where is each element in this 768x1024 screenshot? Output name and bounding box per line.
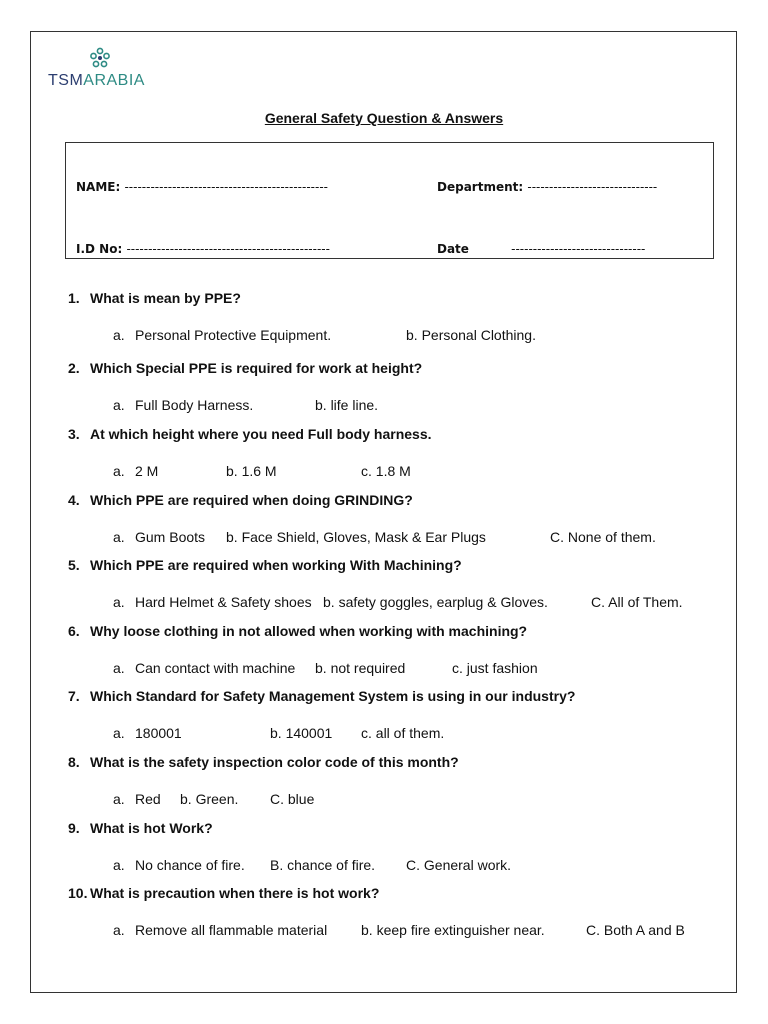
question-number: 8. xyxy=(68,754,80,770)
option-text: b. 1.6 M xyxy=(226,463,277,479)
logo-text-tsm: TSM xyxy=(48,72,84,89)
option-text: Full Body Harness. xyxy=(135,397,254,413)
answer-option[interactable] xyxy=(591,594,683,610)
id-label: I.D No: xyxy=(76,242,123,256)
option-text: b. keep fire extinguisher near. xyxy=(361,922,545,938)
answer-option[interactable] xyxy=(180,791,238,807)
question-number: 9. xyxy=(68,820,80,836)
question-number: 4. xyxy=(68,492,80,508)
option-text: C. blue xyxy=(270,791,315,807)
answer-option[interactable] xyxy=(113,529,205,545)
date-label: Date xyxy=(437,242,469,256)
answer-option[interactable] xyxy=(406,857,511,873)
question-1 xyxy=(68,290,241,306)
option-text: b. safety goggles, earplug & Gloves. xyxy=(323,594,548,610)
department-line: ------------------------------ xyxy=(527,180,658,194)
answer-option[interactable] xyxy=(323,594,548,610)
gear-cluster-icon xyxy=(88,46,112,70)
answer-option[interactable] xyxy=(270,725,332,741)
answer-option[interactable] xyxy=(113,660,295,676)
option-text: b. 140001 xyxy=(270,725,333,741)
question-text: Which PPE are required when working With Machining? xyxy=(90,557,462,573)
option-label: a. xyxy=(113,660,125,676)
question-7 xyxy=(68,688,575,704)
option-label: a. xyxy=(113,594,125,610)
answer-option[interactable] xyxy=(113,857,245,873)
option-text: C. Both A and B xyxy=(586,922,685,938)
option-text: c. 1.8 M xyxy=(361,463,411,479)
answer-option[interactable] xyxy=(361,725,444,741)
answer-option[interactable] xyxy=(113,791,161,807)
option-text: Can contact with machine xyxy=(135,660,296,676)
department-field[interactable] xyxy=(437,180,657,194)
question-6 xyxy=(68,623,527,639)
option-text: C. None of them. xyxy=(550,529,656,545)
option-label: a. xyxy=(113,529,125,545)
document-title: General Safety Question & Answers xyxy=(264,110,504,126)
question-text: What is the safety inspection color code of this month? xyxy=(90,754,459,770)
option-label: a. xyxy=(113,922,125,938)
answer-option[interactable] xyxy=(406,327,536,343)
answer-option[interactable] xyxy=(226,463,277,479)
logo-text-arabia: ARABIA xyxy=(83,72,145,89)
department-label: Department: xyxy=(437,180,524,194)
option-text: b. Personal Clothing. xyxy=(406,327,536,343)
option-text: Hard Helmet & Safety shoes xyxy=(135,594,312,610)
question-number: 1. xyxy=(68,290,80,306)
info-box xyxy=(65,142,714,259)
question-text: At which height where you need Full body harness. xyxy=(90,426,432,442)
option-label: a. xyxy=(113,327,125,343)
question-number: 7. xyxy=(68,688,80,704)
option-label: a. xyxy=(113,397,125,413)
answer-option[interactable] xyxy=(361,463,411,479)
name-field[interactable] xyxy=(76,180,328,194)
answer-option[interactable] xyxy=(113,327,331,343)
question-text: What is hot Work? xyxy=(90,820,213,836)
answer-option[interactable] xyxy=(315,660,405,676)
option-label: a. xyxy=(113,725,125,741)
option-text: B. chance of fire. xyxy=(270,857,376,873)
option-text: Red xyxy=(135,791,161,807)
date-field[interactable] xyxy=(437,242,645,256)
option-text: b. not required xyxy=(315,660,406,676)
answer-option[interactable] xyxy=(270,791,314,807)
answer-option[interactable] xyxy=(586,922,685,938)
option-text: b. Face Shield, Gloves, Mask & Ear Plugs xyxy=(226,529,486,545)
question-10 xyxy=(68,885,379,901)
name-label: NAME: xyxy=(76,180,121,194)
question-5 xyxy=(68,557,462,573)
answer-option[interactable] xyxy=(113,463,158,479)
question-number: 2. xyxy=(68,360,80,376)
question-8 xyxy=(68,754,459,770)
answer-option[interactable] xyxy=(315,397,378,413)
option-text: b. life line. xyxy=(315,397,379,413)
question-number: 10. xyxy=(68,885,88,901)
question-text: Which PPE are required when doing GRINDING? xyxy=(90,492,413,508)
question-number: 5. xyxy=(68,557,80,573)
question-text: Which Standard for Safety Management System is using in our industry? xyxy=(90,688,576,704)
question-2 xyxy=(68,360,422,376)
option-text: No chance of fire. xyxy=(135,857,245,873)
option-text: c. all of them. xyxy=(361,725,445,741)
question-text: What is mean by PPE? xyxy=(90,290,241,306)
question-number: 3. xyxy=(68,426,80,442)
logo-wordmark xyxy=(48,72,145,90)
option-label: a. xyxy=(113,857,125,873)
option-text: Personal Protective Equipment. xyxy=(135,327,332,343)
option-text: 180001 xyxy=(135,725,182,741)
option-text: 2 M xyxy=(135,463,159,479)
answer-option[interactable] xyxy=(113,397,253,413)
answer-option[interactable] xyxy=(113,594,312,610)
answer-option[interactable] xyxy=(113,725,182,741)
name-line: ----------------------------------------------- xyxy=(124,180,328,194)
question-text: Why loose clothing in not allowed when working with machining? xyxy=(90,623,528,639)
option-text: C. All of Them. xyxy=(591,594,683,610)
answer-option[interactable] xyxy=(113,922,327,938)
question-9 xyxy=(68,820,213,836)
question-3 xyxy=(68,426,432,442)
option-text: c. just fashion xyxy=(452,660,538,676)
answer-option[interactable] xyxy=(361,922,545,938)
question-text: Which Special PPE is required for work at height? xyxy=(90,360,423,376)
company-logo xyxy=(48,46,188,94)
answer-option[interactable] xyxy=(270,857,375,873)
date-line: ------------------------------- xyxy=(511,242,646,256)
option-text: b. Green. xyxy=(180,791,239,807)
answer-option[interactable] xyxy=(550,529,656,545)
question-number: 6. xyxy=(68,623,80,639)
option-text: Gum Boots xyxy=(135,529,206,545)
question-text: What is precaution when there is hot work? xyxy=(90,885,380,901)
id-field[interactable] xyxy=(76,242,330,256)
option-label: a. xyxy=(113,463,125,479)
option-label: a. xyxy=(113,791,125,807)
option-text: C. General work. xyxy=(406,857,512,873)
question-4 xyxy=(68,492,413,508)
option-text: Remove all flammable material xyxy=(135,922,328,938)
answer-option[interactable] xyxy=(226,529,486,545)
id-line: ----------------------------------------------- xyxy=(126,242,330,256)
answer-option[interactable] xyxy=(452,660,538,676)
